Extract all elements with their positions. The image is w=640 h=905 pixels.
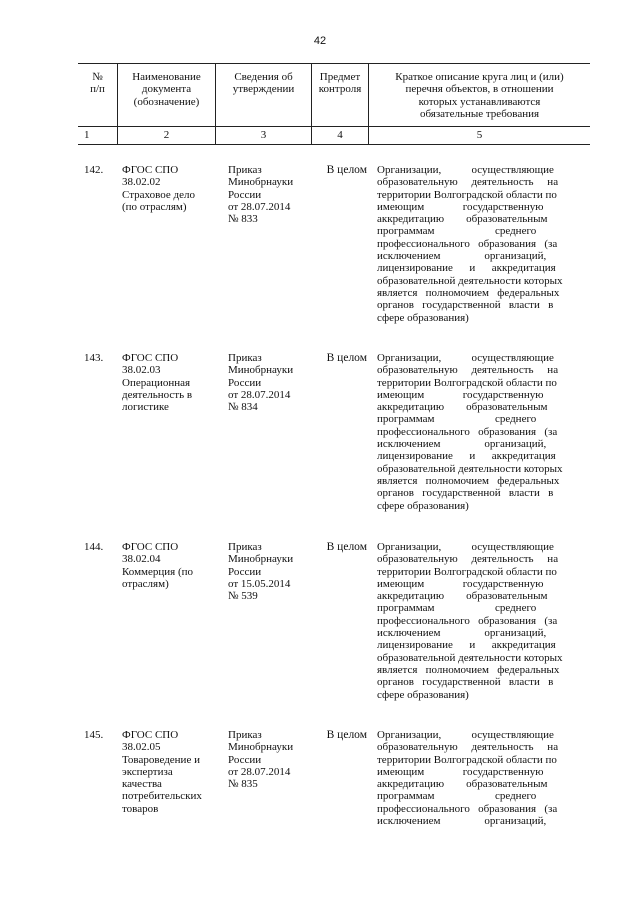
control-subject: В целом bbox=[326, 352, 367, 364]
table-row bbox=[78, 729, 590, 827]
description-line: образовательной деятельности которых bbox=[377, 274, 563, 287]
description-line: исключением организаций, bbox=[377, 250, 547, 263]
description-line: аккредитацию образовательным bbox=[377, 213, 548, 226]
control-subject: В целом bbox=[326, 729, 367, 741]
description-line: Организации, осуществляющие bbox=[377, 541, 554, 553]
description-line: органов государственной власти в bbox=[377, 487, 554, 500]
description-line: образовательную деятельность на bbox=[377, 176, 559, 189]
description-line: территории Волгоградской области по bbox=[377, 188, 557, 201]
description-line: аккредитацию образовательным bbox=[377, 778, 548, 791]
description-line: программам среднего bbox=[377, 790, 537, 803]
row-number: 144. bbox=[84, 541, 104, 553]
description-line: органов государственной власти в bbox=[377, 676, 554, 689]
header-scope-description: Краткое описание круга лиц и (или) перечня объектов, в отношении которых устанавливаются обязательные требования bbox=[395, 71, 564, 120]
table-row bbox=[78, 164, 590, 324]
description-line: лицензирование и аккредитация bbox=[377, 262, 556, 275]
document-name: ФГОС СПО 38.02.05 Товароведение и экспертиза качества потребительских товаров bbox=[122, 729, 202, 815]
description-line: профессионального образования (за bbox=[377, 614, 558, 627]
description-line: является полномочием федеральных bbox=[377, 474, 560, 487]
description-line: образовательную деятельность на bbox=[377, 364, 559, 377]
description-line: имеющим государственную bbox=[377, 200, 544, 213]
scope-description bbox=[369, 541, 590, 701]
document-name: ФГОС СПО 38.02.02 Страховое дело (по отраслям) bbox=[122, 164, 195, 213]
header-index: № п/п bbox=[78, 64, 118, 126]
description-line: имеющим государственную bbox=[377, 577, 544, 590]
column-number: 3 bbox=[216, 127, 312, 144]
description-line: исключением организаций, bbox=[377, 815, 547, 828]
row-number: 142. bbox=[84, 164, 104, 176]
scope-description bbox=[369, 729, 590, 827]
description-line: образовательную деятельность на bbox=[377, 553, 559, 566]
description-line: аккредитацию образовательным bbox=[377, 590, 548, 603]
description-line: имеющим государственную bbox=[377, 388, 544, 401]
description-line: профессионального образования (за bbox=[377, 237, 558, 250]
description-line: образовательную деятельность на bbox=[377, 741, 559, 754]
control-subject: В целом bbox=[326, 541, 367, 553]
description-line: имеющим государственную bbox=[377, 765, 544, 778]
description-line: образовательной деятельности которых bbox=[377, 462, 563, 475]
table-row bbox=[78, 541, 590, 701]
scope-description bbox=[369, 164, 590, 324]
column-number: 1 bbox=[78, 127, 118, 144]
approval-info: Приказ Минобрнауки России от 28.07.2014 № 834 bbox=[228, 352, 294, 414]
column-numbers-row bbox=[78, 127, 590, 145]
description-line: исключением организаций, bbox=[377, 627, 547, 640]
approval-info: Приказ Минобрнауки России от 28.07.2014 № 833 bbox=[228, 164, 294, 226]
description-line: Организации, осуществляющие bbox=[377, 352, 554, 364]
description-line: профессионального образования (за bbox=[377, 802, 558, 815]
row-number: 143. bbox=[84, 352, 104, 364]
control-subject: В целом bbox=[326, 164, 367, 176]
description-line: является полномочием федеральных bbox=[377, 286, 560, 299]
description-line: исключением организаций, bbox=[377, 438, 547, 451]
approval-info: Приказ Минобрнауки России от 15.05.2014 № 539 bbox=[228, 541, 294, 603]
description-line: программам среднего bbox=[377, 225, 537, 238]
description-line: территории Волгоградской области по bbox=[377, 376, 557, 389]
description-line: программам среднего bbox=[377, 413, 537, 426]
column-number: 5 bbox=[476, 129, 483, 142]
description-line: территории Волгоградской области по bbox=[377, 565, 557, 578]
description-line: программам среднего bbox=[377, 602, 537, 615]
column-number: 2 bbox=[118, 127, 216, 144]
description-line: сфере образования) bbox=[377, 311, 469, 324]
table-header-row bbox=[78, 63, 590, 127]
document-name: ФГОС СПО 38.02.03 Операционная деятельность в логистике bbox=[122, 352, 193, 414]
description-line: является полномочием федеральных bbox=[377, 663, 560, 676]
approval-info: Приказ Минобрнауки России от 28.07.2014 № 835 bbox=[228, 729, 294, 791]
header-document-name: Наименование документа (обозначение) bbox=[118, 64, 216, 126]
header-control-subject: Предмет контроля bbox=[312, 64, 369, 126]
document-name: ФГОС СПО 38.02.04 Коммерция (по отраслям) bbox=[122, 541, 194, 590]
scope-description bbox=[369, 352, 590, 512]
description-line: органов государственной власти в bbox=[377, 299, 554, 312]
description-line: лицензирование и аккредитация bbox=[377, 639, 556, 652]
requirements-table bbox=[78, 63, 590, 145]
row-number: 145. bbox=[84, 729, 104, 741]
description-line: аккредитацию образовательным bbox=[377, 401, 548, 414]
description-line: сфере образования) bbox=[377, 688, 469, 701]
description-line: лицензирование и аккредитация bbox=[377, 450, 556, 463]
table-row bbox=[78, 352, 590, 512]
description-line: Организации, осуществляющие bbox=[377, 164, 554, 176]
header-approval-info: Сведения об утверждении bbox=[216, 64, 312, 126]
description-line: территории Волгоградской области по bbox=[377, 753, 557, 766]
description-line: Организации, осуществляющие bbox=[377, 729, 554, 741]
description-line: сфере образования) bbox=[377, 499, 469, 512]
description-line: профессионального образования (за bbox=[377, 425, 558, 438]
description-line: образовательной деятельности которых bbox=[377, 651, 563, 664]
page-number: 42 bbox=[313, 35, 327, 47]
column-number: 4 bbox=[312, 127, 369, 144]
